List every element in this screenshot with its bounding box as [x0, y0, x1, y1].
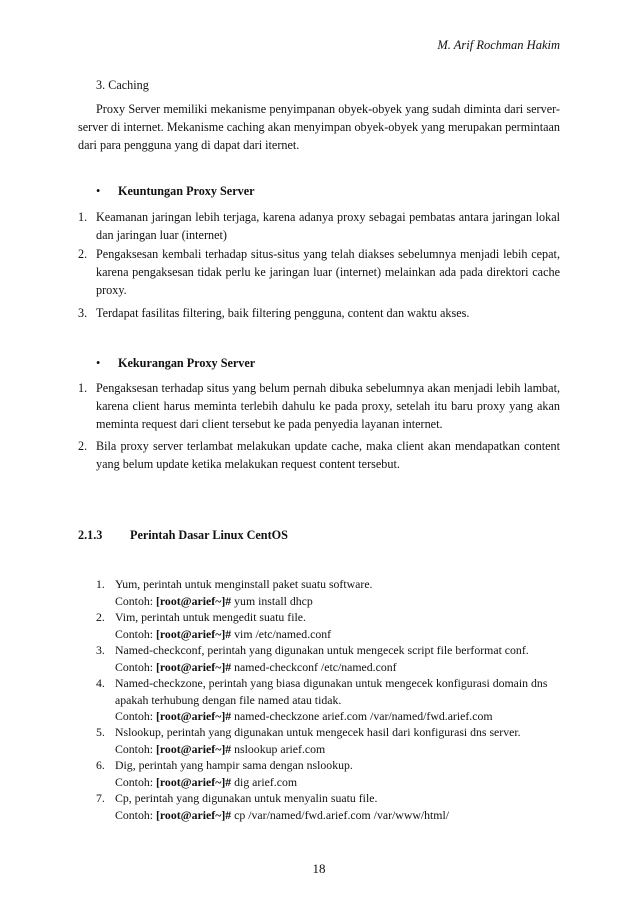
example-label: Contoh:	[115, 774, 154, 789]
command-number: 2.	[96, 610, 105, 624]
command-example	[96, 659, 566, 676]
bullet-icon: •	[96, 356, 101, 370]
command-description: Yum, perintah untuk menginstall paket suatu software.	[115, 577, 373, 591]
page-header-author: M. Arif Rochman Hakim	[437, 38, 560, 52]
command-item	[96, 724, 566, 757]
list-item	[78, 245, 560, 299]
command-example	[96, 774, 566, 791]
command-description: Named-checkconf, perintah yang digunakan untuk mengecek script file berformat conf.	[115, 643, 529, 657]
list-item-text: Bila proxy server terlambat melakukan update cache, maka client akan mendapatkan content yang belum update ketika melakukan request content tersebut.	[96, 439, 560, 471]
command-text: named-checkconf /etc/named.conf	[234, 659, 397, 674]
page-number: 18	[312, 861, 326, 876]
list-item-number: 3.	[78, 306, 88, 320]
shell-prompt: [root@arief~]#	[155, 709, 232, 723]
shell-prompt: [root@arief~]#	[155, 741, 232, 756]
list-item	[78, 208, 560, 244]
command-item	[96, 642, 566, 675]
section-number: 2.1.3	[78, 528, 103, 542]
list-item	[78, 437, 560, 473]
command-number: 3.	[96, 643, 105, 657]
command-item	[96, 757, 566, 790]
caching-paragraph: Proxy Server memiliki mekanisme penyimpanan obyek-obyek yang sudah diminta dari server-server di internet. Mekanisme caching akan menyimpan obyek-obyek yang merupakan permintaan dari para pengguna yang di dapat dari iternet.	[78, 102, 560, 152]
section-title: Perintah Dasar Linux CentOS	[130, 528, 288, 542]
command-description: Dig, perintah yang hampir sama dengan nslookup.	[115, 758, 353, 772]
command-item	[96, 790, 566, 823]
list-item-text: Pengaksesan kembali terhadap situs-situs yang telah diakses sebelumnya menjadi lebih cepat, karena pengaksesan tidak perlu ke jaringan luar (internet) melainkan ada pada direktori cache proxy.	[96, 247, 560, 297]
command-item	[96, 576, 566, 609]
command-item	[96, 675, 566, 725]
example-label: Contoh:	[115, 807, 154, 822]
command-text: vim /etc/named.conf	[234, 626, 332, 641]
example-label: Contoh:	[115, 709, 154, 723]
kekurangan-heading-row	[96, 354, 255, 372]
list-item-number: 1.	[78, 381, 88, 395]
keuntungan-heading: Keuntungan Proxy Server	[118, 184, 255, 198]
command-description: Named-checkzone, perintah yang biasa digunakan untuk mengecek konfigurasi domain dns apakah terhubung dengan file named atau tidak.	[115, 676, 548, 707]
example-label: Contoh:	[115, 659, 154, 674]
command-number: 5.	[96, 725, 105, 739]
keuntungan-heading-row	[96, 182, 255, 200]
list-item-number: 2.	[78, 439, 88, 453]
shell-prompt: [root@arief~]#	[155, 593, 232, 608]
shell-prompt: [root@arief~]#	[155, 626, 232, 641]
list-item-number: 1.	[78, 210, 88, 224]
command-text: dig arief.com	[234, 774, 298, 789]
caching-heading: 3. Caching	[96, 78, 149, 92]
command-example	[96, 708, 566, 725]
command-number: 4.	[96, 676, 105, 690]
command-item	[96, 609, 566, 642]
list-item	[78, 379, 560, 433]
command-description: Nslookup, perintah yang digunakan untuk mengecek hasil dari konfigurasi dns server.	[115, 725, 521, 739]
shell-prompt: [root@arief~]#	[155, 659, 232, 674]
command-number: 6.	[96, 758, 105, 772]
list-item-text: Pengaksesan terhadap situs yang belum pernah dibuka sebelumnya akan menjadi lebih lambat, karena client harus meminta terlebih dahulu ke pada proxy, setelah itu baru proxy yang akan meminta request dari client tersebut ke pada penyedia layanan internet.	[96, 381, 560, 431]
list-item-number: 2.	[78, 247, 88, 261]
command-text: cp /var/named/fwd.arief.com /var/www/html/	[234, 807, 450, 822]
command-description: Cp, perintah yang digunakan untuk menyalin suatu file.	[115, 791, 378, 805]
command-example	[96, 593, 566, 610]
command-number: 1.	[96, 577, 105, 591]
shell-prompt: [root@arief~]#	[155, 807, 232, 822]
example-label: Contoh:	[115, 593, 154, 608]
example-label: Contoh:	[115, 626, 154, 641]
command-example	[96, 807, 566, 824]
command-text: nslookup arief.com	[234, 741, 326, 756]
bullet-icon: •	[96, 184, 101, 198]
shell-prompt: [root@arief~]#	[155, 774, 232, 789]
example-label: Contoh:	[115, 741, 154, 756]
list-item-text: Terdapat fasilitas filtering, baik filtering pengguna, content dan waktu akses.	[96, 306, 470, 320]
command-description: Vim, perintah untuk mengedit suatu file.	[115, 610, 306, 624]
list-item	[78, 304, 560, 322]
command-example	[96, 626, 566, 643]
list-item-text: Keamanan jaringan lebih terjaga, karena adanya proxy sebagai pembatas antara jaringan lokal dan jaringan luar (internet)	[96, 210, 560, 242]
command-text: named-checkzone arief.com /var/named/fwd.arief.com	[234, 709, 493, 723]
command-text: yum install dhcp	[234, 593, 313, 608]
kekurangan-heading: Kekurangan Proxy Server	[118, 356, 256, 370]
command-example	[96, 741, 566, 758]
command-number: 7.	[96, 791, 105, 805]
